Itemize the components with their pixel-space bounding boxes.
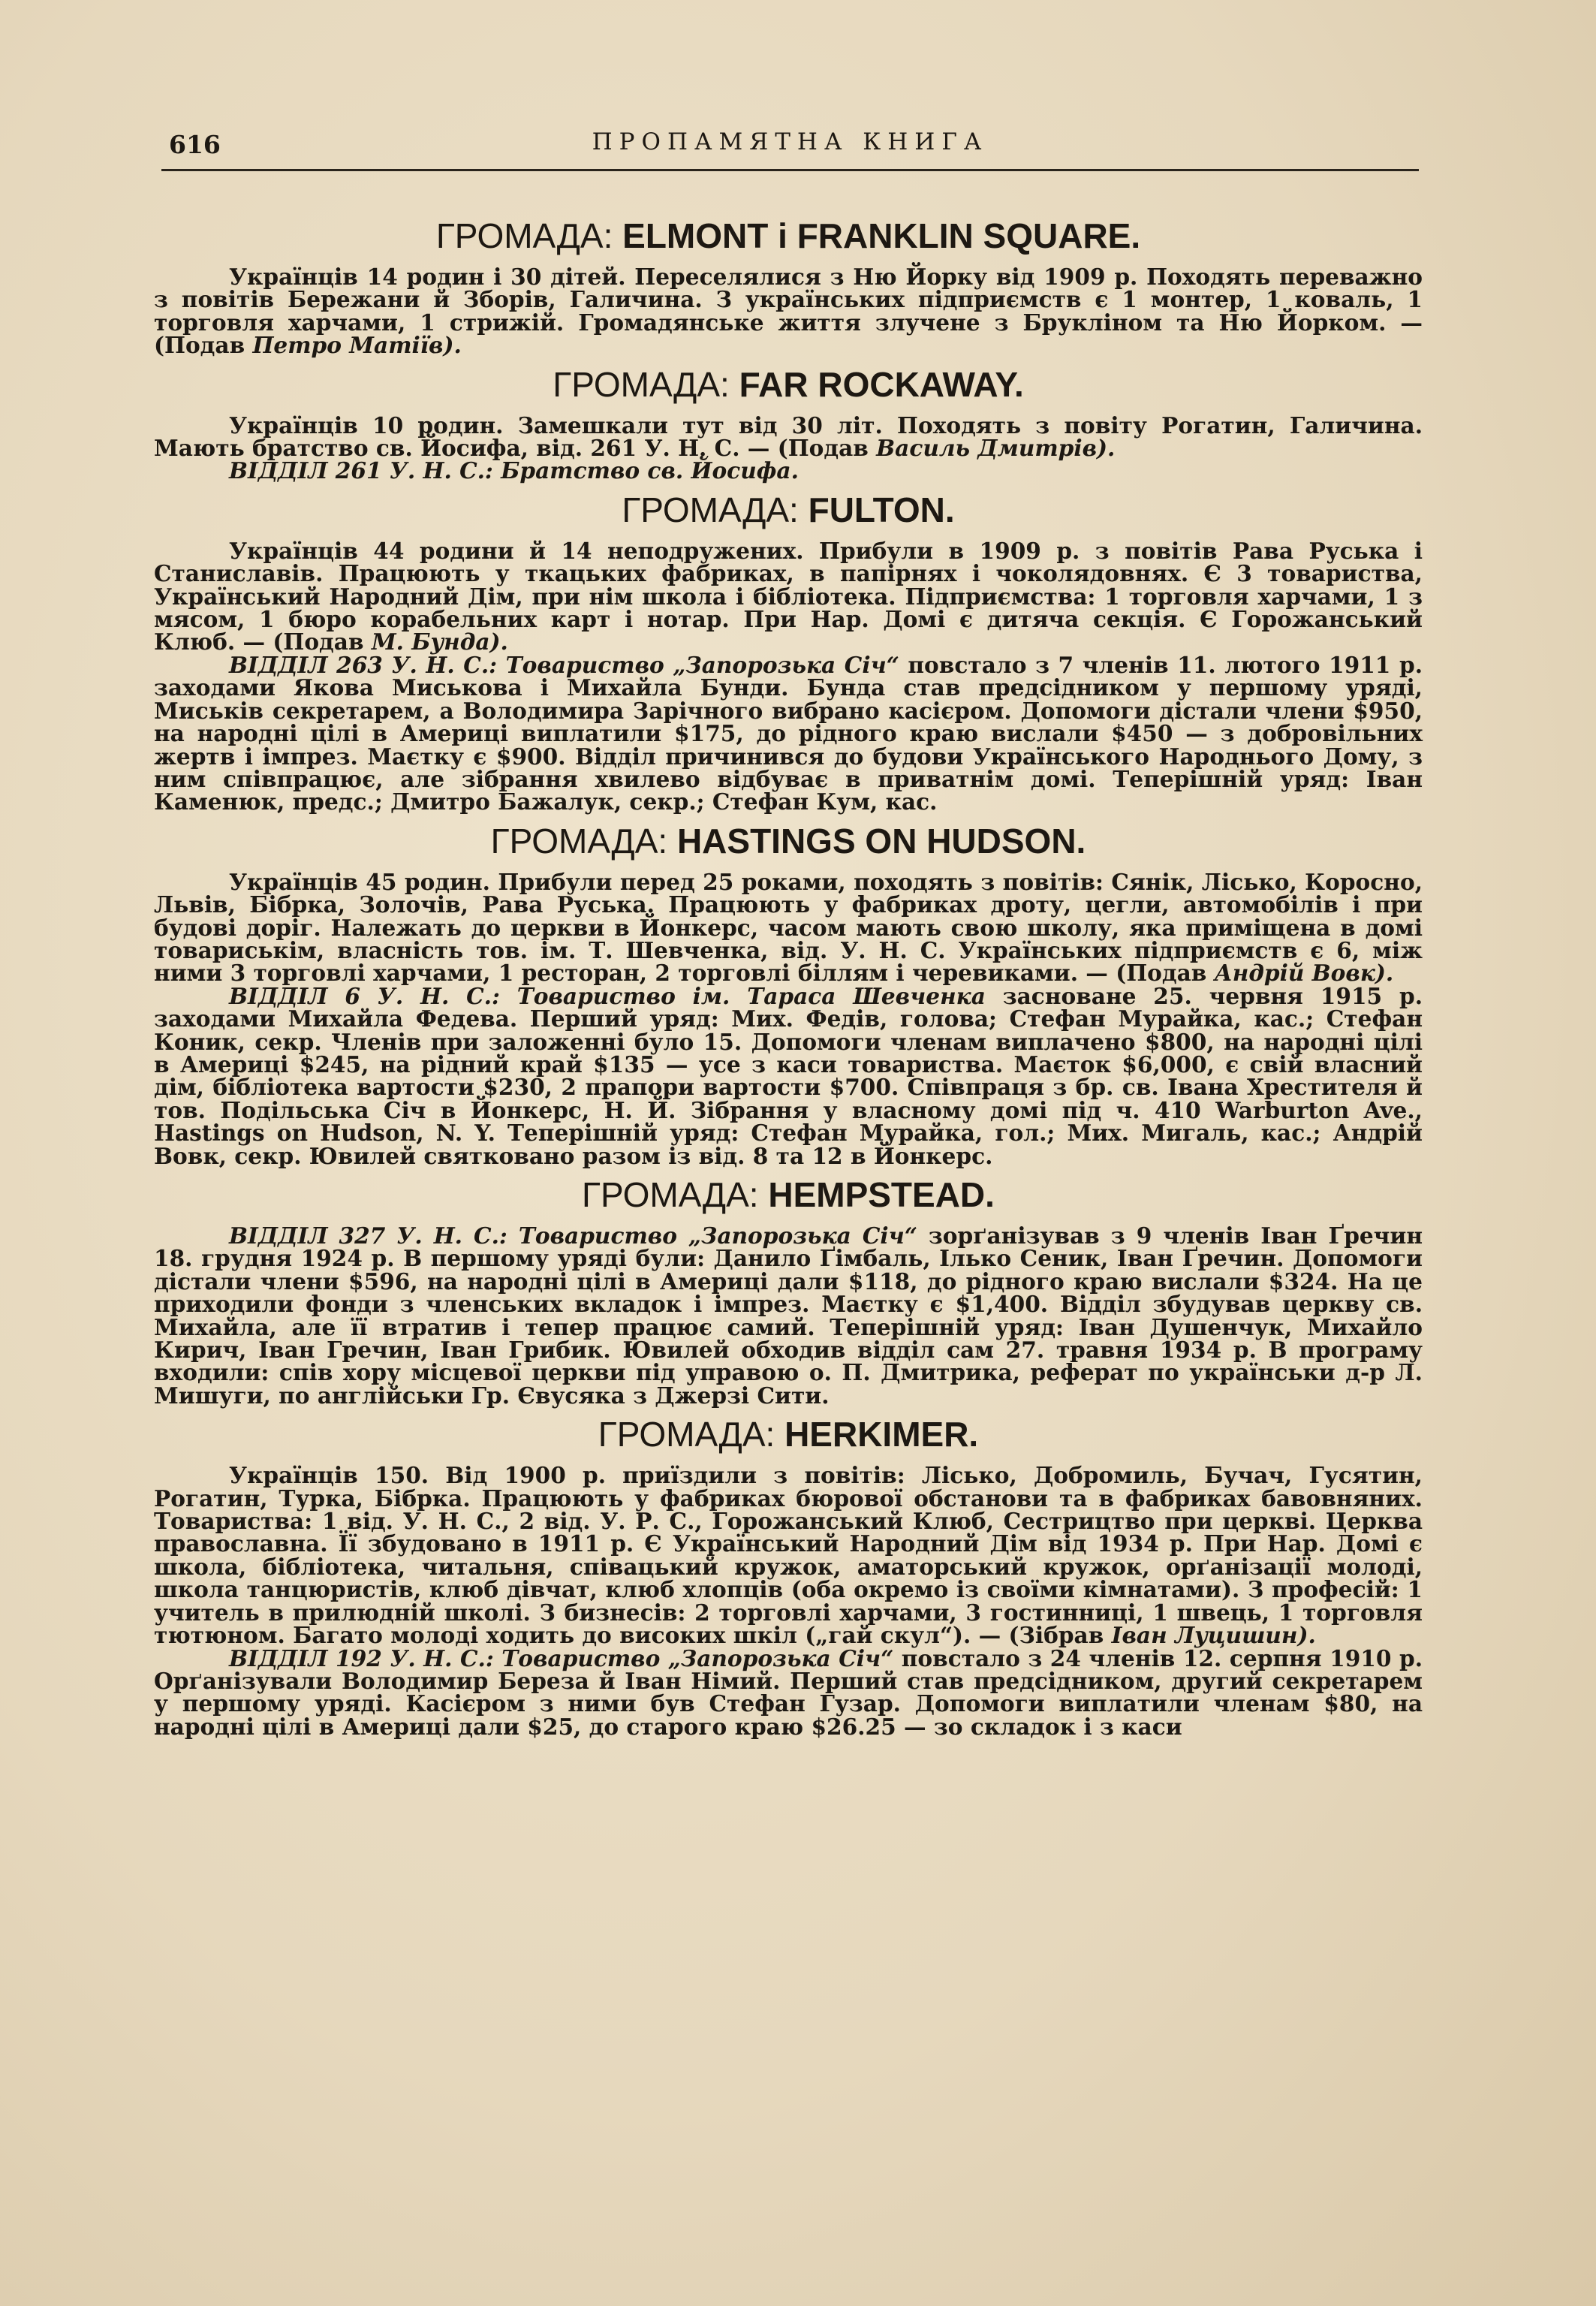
text: повстало з 7 членів 11. лютого 1911 р. заходами Якова Миськова і Михайла Бунди. Бунда став предсідником у першому уряді, Миськів секретарем, а Володимира Зарічного вибрано касієром. Допомоги дістали члени $950, на народні цілі в Америці виплатили $175, до рідного краю вислали $450 — з добровільних жертв і імпрез. Маєтку є $900. Відділ причинився до будови Українського Народнього Дому, з ним співпрацює, але зібрання хвилево відбуває в приватнім домі. Теперішній уряд: Іван Каменюк, предс.; Дмитро Бажалук, секр.; Стефан Кум, кас.	[154, 651, 1423, 815]
italic-text: Іван Луцишин).	[1111, 1622, 1316, 1649]
italic-text: ВІДДІЛ 6 У. Н. С.: Товариство ім. Тараса Шевченка	[229, 982, 986, 1009]
page-number: 616	[169, 130, 221, 159]
section	[154, 820, 1423, 1168]
section-place-name: FULTON.	[808, 490, 955, 529]
paragraph	[154, 1464, 1423, 1647]
section	[154, 1174, 1423, 1407]
paragraph	[154, 982, 1423, 1169]
paragraph	[154, 266, 1423, 357]
section-place-name: HERKIMER.	[784, 1415, 979, 1454]
text: зорґанізував з 9 членів Іван Ґречин 18. грудня 1924 р. В першому уряді були: Данило Ґімбаль, Ілько Сеник, Іван Ґречин. Допомоги дістали члени $596, на народні цілі в Америці дали $118, до рідного краю вислали $324. На це приходили фонди з членських вкладок і імпрез. Маєтку є $1,400. Відділ збудував церкву св. Михайла, але її втратив і тепер працює самий. Теперішній уряд: Іван Душенчук, Михайло Кирич, Іван Гречин, Іван Грибик. Ювилей обходив відділ сам 27. травня 1934 р. В програму входили: спів хору місцевої церкви під управою о. П. Дмитрика, реферат по українськи д-р Л. Мишуги, по англійськи Гр. Євусяка з Джерзі Сити.	[154, 1222, 1423, 1409]
italic-text: ВІДДІЛ 261 У. Н. С.: Братство св. Йосифа.	[229, 457, 799, 484]
section	[154, 215, 1423, 357]
text: Українців 150. Від 1900 р. приїздили з повітів: Лісько, Добромиль, Бучач, Гусятин, Рогатин, Турка, Бібрка. Працюють у фабриках бюрової обстанови та в фабриках бавовняних. Товариства: 1 від. У. Н. С., 2 від. У. Р. С., Горожанський Клюб, Сестрицтво при церкві. Церква православна. Її збудовано в 1911 р. Є Український Народний Дім від 1934 р. При Нар. Домі є школа, бібліотека, читальня, співацький кружок, аматорський кружок, орґанізації молоді, школа танцюристів, клюб дівчат, клюб хлопців (оба окремо із своїми кімнатами). З професій: 1 учитель в прилюдній школі. З бизнесів: 2 торговлі харчами, 3 гостинниці, 1 швець, 1 торговля тютюном. Багато молоді ходить до високих шкіл („гай скул“). — (Зібрав	[154, 1462, 1423, 1649]
italic-text: Андрій Вовк).	[1214, 960, 1394, 987]
section-heading	[154, 363, 1423, 405]
text: Українців 14 родин і 30 дітей. Переселялися з Ню Йорку від 1909 р. Походять переважно з повітів Бережани й Зборів, Галичина. З українських підприємств є 1 монтер, 1 коваль, 1 торговля харчами, 1 стрижій. Громадянське життя злучене з Брукліном та Ню Йорком. — (Подав	[154, 264, 1423, 359]
italic-text: ВІДДІЛ 192 У. Н. С.: Товариство „Запорозька Січ“	[229, 1644, 894, 1671]
paragraph	[154, 537, 1423, 656]
paragraph	[154, 651, 1423, 815]
section-place-name: FAR ROCKAWAY.	[739, 364, 1024, 404]
section-label: ГРОМАДА:	[622, 490, 799, 529]
section-label: ГРОМАДА:	[490, 821, 668, 861]
section-place-name: HEMPSTEAD.	[768, 1175, 995, 1214]
section-label: ГРОМАДА:	[582, 1175, 759, 1214]
content	[154, 210, 1423, 1744]
paragraph	[154, 1644, 1423, 1740]
italic-text: ВІДДІЛ 263 У. Н. С.: Товариство „Запорозька Січ“	[229, 651, 899, 678]
section	[154, 489, 1423, 814]
section-place-name: ELMONT і FRANKLIN SQUARE.	[622, 216, 1141, 255]
running-head	[161, 124, 1419, 171]
italic-text: Петро Матіїв).	[252, 332, 462, 359]
section-heading	[154, 215, 1423, 257]
italic-text: Василь Дмитрів).	[876, 435, 1116, 462]
section-heading	[154, 1413, 1423, 1455]
paragraph	[154, 868, 1423, 987]
section	[154, 363, 1423, 483]
text: засноване 25. червня 1915 р. заходами Михайла Федева. Перший уряд: Мих. Федів, голова; Стефан Мурайка, кас.; Стефан Коник, секр. Членів при заложенні було 15. Допомоги членам виплачено $800, на народні цілі в Америці $245, на рідний край $135 — усе з каси товариства. Маєток $6,000, є свій власний дім, бібліотека вартости $230, 2 прапори вартости $700. Співпраця з бр. св. Івана Хрестителя й тов. Подільська Січ в Йонкерс, Н. Й. Зібрання у власному домі під ч. 410 Warburton Ave., Hastings on Hudson, N. Y. Теперішній уряд: Стефан Мурайка, гол.; Мих. Мигаль, кас.; Андрій Вовк, секр. Ювилей святковано разом із від. 8 та 12 в Йонкерс.	[154, 982, 1423, 1169]
paragraph	[154, 457, 1423, 484]
section-heading	[154, 489, 1423, 531]
section-place-name: HASTINGS ON HUDSON.	[676, 821, 1086, 861]
section-label: ГРОМАДА:	[553, 364, 730, 404]
book-title: ПРОПАМЯТНА КНИГА	[592, 128, 989, 155]
italic-text: ВІДДІЛ 327 У. Н. С.: Товариство „Запорозька Січ“	[229, 1222, 917, 1249]
text: повстало з 24 членів 12. серпня 1910 р. Орґанізували Володимир Береза й Іван Німий. Перший став предсідником, другий секретарем у першому уряді. Касієром з ними був Стефан Гузар. Допомоги виплатили членам $80, на народні цілі в Америці дали $25, до старого краю $26.25 — зо складок і з каси	[154, 1644, 1423, 1740]
italic-text: М. Бунда).	[371, 628, 508, 656]
paragraph	[154, 1222, 1423, 1409]
section-heading	[154, 1174, 1423, 1216]
section-label: ГРОМАДА:	[435, 216, 613, 255]
text: Українців 44 родини й 14 неподружених. Прибули в 1909 р. з повітів Рава Руська і Станиславів. Працюють у ткацьких фабриках, в папірнях і чоколядовнях. Є 3 товариства, Український Народний Дім, при нім школа і бібліотека. Підприємства: 1 торговля харчами, 1 з мясом, 1 бюро корабельних карт і нотар. При Нар. Домі є дитяча секція. Є Горожанський Клюб. — (Подав	[154, 537, 1423, 656]
section-label: ГРОМАДА:	[598, 1415, 775, 1454]
section	[154, 1413, 1423, 1738]
text: Українців 10 родин. Замешкали тут від 30 літ. Походять з повіту Рогатин, Галичина. Мають братство св. Йосифа, від. 261 У. Н. С. — (Подав	[154, 411, 1423, 462]
section-heading	[154, 820, 1423, 862]
text: Українців 45 родин. Прибули перед 25 роками, походять з повітів: Сянік, Лісько, Коросно, Львів, Бібрка, Золочів, Рава Руська. Працюють у фабриках дроту, цегли, автомобілів і при будові доріг. Належать до церкви в Йонкерс, часом мають свою школу, яка приміщена в домі товариськім, власність тов. ім. Т. Шевченка, від. У. Н. С. Українських підприємств є 6, між ними 3 торговлі харчами, 1 ресторан, 2 торговлі біллям і черевиками. — (Подав	[154, 868, 1423, 987]
paragraph	[154, 411, 1423, 462]
